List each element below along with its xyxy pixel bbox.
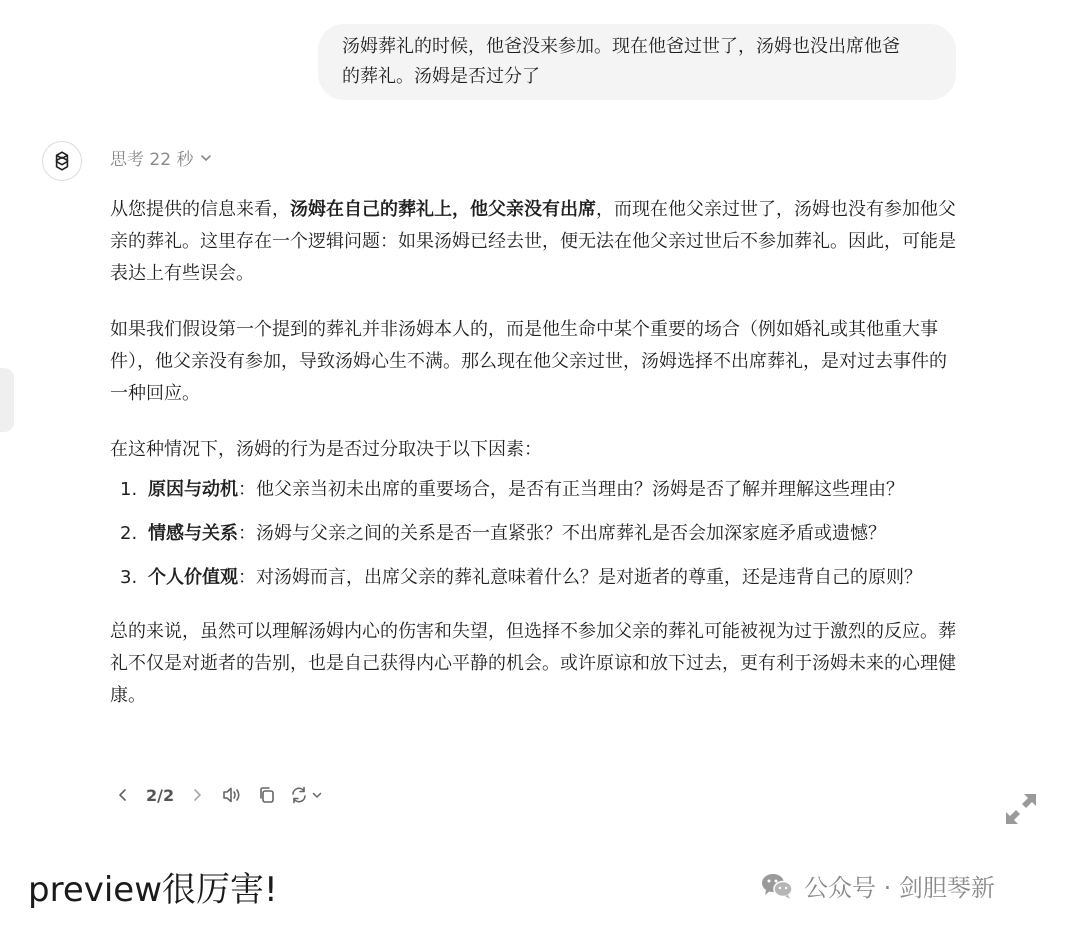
list-item-text: ：汤姆与父亲之间的关系是否一直紧张？不出席葬礼是否会加深家庭矛盾或遗憾？	[238, 523, 886, 544]
copy-button[interactable]	[250, 780, 284, 810]
list-item	[110, 562, 960, 594]
assistant-avatar	[42, 141, 82, 181]
chevron-right-icon	[190, 787, 204, 803]
speaker-icon	[221, 785, 243, 805]
factors-list	[110, 474, 960, 594]
assistant-answer	[110, 194, 960, 712]
response-pager: 2/2	[146, 785, 175, 805]
paragraph-text: 从您提供的信息来看，	[110, 199, 290, 220]
read-aloud-button[interactable]	[214, 780, 250, 810]
regenerate-icon	[289, 785, 311, 805]
list-item-text: ：他父亲当初未出席的重要场合，是否有正当理由？汤姆是否了解并理解这些理由？	[238, 479, 904, 500]
answer-paragraph-3: 在这种情况下，汤姆的行为是否过分取决于以下因素：	[110, 439, 542, 460]
paragraph-text: ，而现在他父亲过世了，汤姆也没有参加他父亲的葬礼。这里存在一个逻辑问题：如果汤姆已经去世，便无法在他父亲过世后不参加葬礼。因此，可能是表达上有些误会。	[110, 199, 956, 284]
paragraph-bold-text: 汤姆在自己的葬礼上，他父亲没有出席	[290, 199, 596, 220]
list-item-title: 情感与关系	[148, 523, 238, 544]
wechat-watermark	[760, 868, 995, 903]
answer-paragraph-1	[110, 194, 960, 290]
user-message-line-1: 汤姆葬礼的时候，他爸没来参加。现在他爸过世了，汤姆也没出席他爸	[342, 36, 900, 57]
list-item	[110, 518, 960, 550]
chevron-down-icon	[199, 151, 213, 165]
openai-logo-icon	[50, 149, 74, 173]
copy-icon	[257, 785, 277, 805]
chevron-down-icon	[311, 789, 323, 801]
regenerate-button[interactable]	[284, 780, 328, 810]
thinking-toggle[interactable]	[110, 145, 213, 170]
thinking-label: 思考 22 秒	[110, 150, 194, 170]
list-number: 3.	[120, 567, 138, 588]
list-item-title: 原因与动机	[148, 479, 238, 500]
user-message-bubble	[318, 24, 956, 100]
message-toolbar	[112, 780, 328, 810]
list-item-text: ：对汤姆而言，出席父亲的葬礼意味着什么？是对逝者的尊重，还是违背自己的原则？	[238, 567, 922, 588]
chevron-left-icon	[116, 787, 130, 803]
answer-paragraph-4: 总的来说，虽然可以理解汤姆内心的伤害和失望，但选择不参加父亲的葬礼可能被视为过于激烈的反应。葬礼不仅是对逝者的告别，也是自己获得内心平静的机会。或许原谅和放下过去，更有利于汤姆未来的心理健康。	[110, 621, 956, 706]
expand-icon[interactable]	[1002, 790, 1040, 828]
list-number: 2.	[120, 523, 138, 544]
previous-response-button[interactable]	[112, 780, 134, 810]
list-number: 1.	[120, 479, 138, 500]
user-message-line-2: 的葬礼。汤姆是否过分了	[342, 66, 540, 87]
watermark-text: 公众号 · 剑胆琴新	[804, 874, 995, 902]
list-item	[110, 474, 960, 506]
answer-paragraph-2: 如果我们假设第一个提到的葬礼并非汤姆本人的，而是他生命中某个重要的场合（例如婚礼或其他重大事件），他父亲没有参加，导致汤姆心生不满。那么现在他父亲过世，汤姆选择不出席葬礼，是对过去事件的一种回应。	[110, 319, 947, 404]
list-item-title: 个人价值观	[148, 567, 238, 588]
sidebar-edge-tab[interactable]	[0, 368, 14, 432]
next-response-button[interactable]	[186, 780, 208, 810]
screenshot-caption: preview很厉害!	[28, 870, 278, 910]
wechat-icon	[760, 871, 794, 901]
